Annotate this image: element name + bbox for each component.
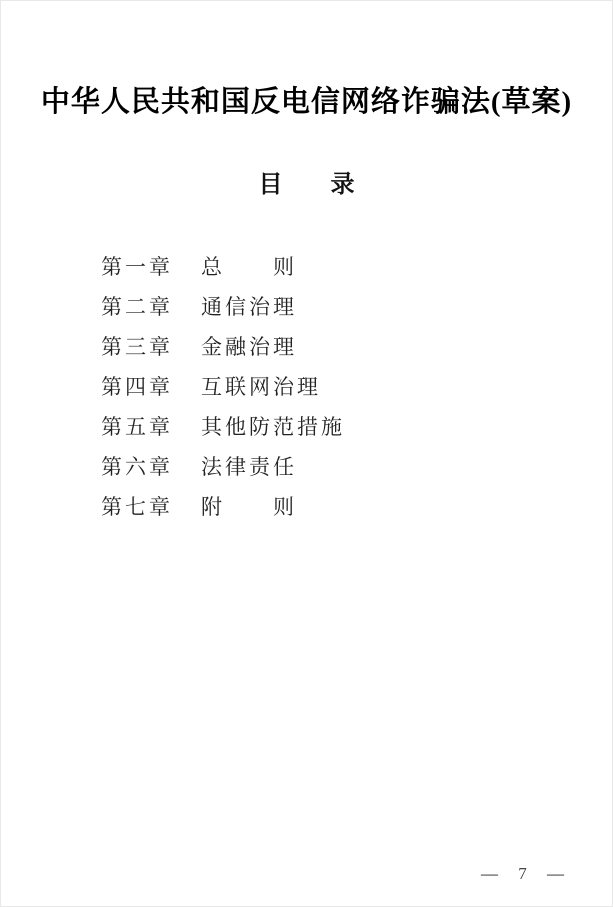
toc-entry [101,371,612,411]
page-number [481,864,566,884]
toc-entry [101,251,612,291]
chapter-number: 第一章 [101,255,173,279]
toc-heading: 目 录 [258,172,355,198]
chapter-number: 第七章 [101,495,173,519]
chapter-number: 第五章 [101,415,173,439]
toc-entry [101,291,612,331]
toc-entry [101,411,612,451]
chapter-title: 法律责任 [201,455,297,479]
chapter-title: 互联网治理 [201,375,321,399]
chapter-title: 金融治理 [201,335,297,359]
chapter-title: 通信治理 [201,295,297,319]
chapter-number: 第三章 [101,335,173,359]
footer-page-number: 7 [518,864,529,883]
toc-chapter-list [1,251,612,531]
chapter-number: 第六章 [101,455,173,479]
toc-entry [101,331,612,371]
footer-dash-left: — [481,864,500,883]
toc-entry [101,491,612,531]
toc-entry [101,451,612,491]
document-title: 中华人民共和国反电信网络诈骗法(草案) [40,86,573,118]
chapter-number: 第四章 [101,375,173,399]
chapter-title: 总 则 [201,255,297,279]
footer-dash-right: — [547,864,566,883]
chapter-title: 附 则 [201,495,297,519]
chapter-title: 其他防范措施 [201,415,345,439]
chapter-number: 第二章 [101,295,173,319]
